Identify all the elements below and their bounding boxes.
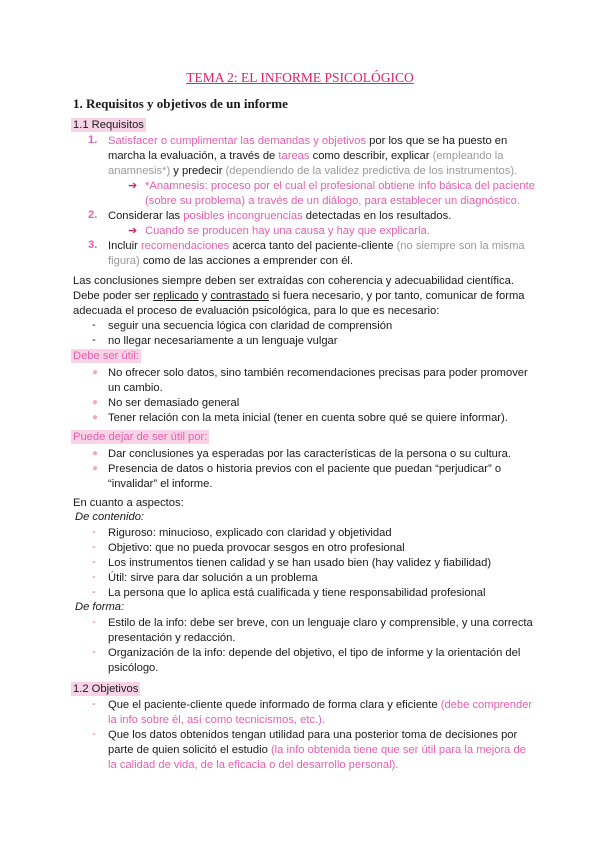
dash-bullet: -: [92, 319, 96, 331]
subsection-requisitos: 1.1 Requisitos: [73, 119, 144, 131]
item-number-2: 2.: [88, 209, 98, 221]
dash-bullet: -: [92, 571, 96, 583]
conclusions-dash-1: seguir una secuencia lógica con claridad de comprensión: [108, 320, 393, 332]
contenido-item: Riguroso: minucioso, explicado con claridad y objetividad: [108, 527, 392, 539]
forma-item-1-line-1: Estilo de la info: debe ser breve, con un lenguaje claro y comprensible, y una correcta: [108, 617, 533, 629]
dash-bullet: -: [92, 526, 96, 538]
dejar-bullet-2-line-2: “invalidar” el informe.: [108, 478, 213, 490]
dejar-bullet-2-line-1: Presencia de datos o historia previos con el paciente que puedan “perjudicar” o: [108, 463, 502, 475]
item-3-line-2: figura) como de las acciones a emprender con él.: [108, 255, 354, 267]
bullet-icon: ●: [92, 412, 99, 423]
conclusions-line-1: Las conclusiones siempre deben ser extraídas con coherencia y adecuabilidad científica.: [73, 275, 514, 287]
dash-bullet: -: [92, 556, 96, 568]
util-bullet-1-line-1: No ofrecer solo datos, sino también recomendaciones precisas para poder promover: [108, 367, 528, 379]
dash-bullet: -: [92, 616, 96, 628]
item-1-line-2: marcha la evaluación, a través de tareas como describir, explicar (empleando la: [108, 150, 504, 162]
util-bullet-2: No ser demasiado general: [108, 397, 240, 409]
objetivo-1-line-1: Que el paciente-cliente quede informado de forma clara y eficiente (debe comprender: [108, 699, 533, 711]
bullet-icon: ●: [92, 367, 99, 378]
bullet-icon: ●: [92, 448, 99, 459]
anamnesis-note-line-2: (sobre su problema) a través de un diálogo, para establecer un diagnóstico.: [145, 195, 521, 207]
arrow-icon: ➔: [128, 225, 138, 237]
forma-item-2-line-1: Organización de la info: depende del objetivo, el tipo de informe y la orientación del: [108, 647, 521, 659]
contenido-item: Útil: sirve para dar solución a un problema: [108, 572, 318, 584]
dash-bullet: -: [92, 586, 96, 598]
subsection-objetivos: 1.2 Objetivos: [73, 683, 139, 695]
dejar-bullet-1: Dar conclusiones ya esperadas por las características de la persona o su cultura.: [108, 448, 511, 460]
item-number-1: 1.: [88, 134, 98, 146]
conclusions-line-2: Debe poder ser replicado y contrastado si fuera necesario, y por tanto, comunicar de forma: [73, 290, 525, 302]
contenido-label: De contenido:: [75, 511, 145, 523]
objetivo-2-line-3: la calidad de vida, de la eficacia o del desarrollo personal).: [108, 759, 399, 771]
item-1-line-3: anamnesis*) y predecir (dependiendo de la validez predictiva de los instrumentos).: [108, 165, 518, 177]
contenido-item: Objetivo: que no pueda provocar sesgos en otro profesional: [108, 542, 405, 554]
aspectos-label: En cuanto a aspectos:: [73, 497, 184, 509]
bullet-icon: ●: [92, 397, 99, 408]
util-bullet-3: Tener relación con la meta inicial (tener en cuenta sobre qué se quiere informar).: [108, 412, 508, 424]
arrow-icon: ➔: [128, 180, 138, 192]
objetivo-2-line-1: Que los datos obtenidos tengan utilidad para una posterior toma de decisiones por: [108, 729, 518, 741]
dejar-heading: Puede dejar de ser útil por:: [73, 431, 208, 443]
util-heading: Debe ser útil:: [73, 350, 139, 362]
item-2-line: Considerar las posibles incongruencias detectadas en los resultados.: [108, 210, 452, 222]
page-title: TEMA 2: EL INFORME PSICOLÓGICO: [186, 70, 414, 85]
bullet-icon: ●: [92, 463, 99, 474]
contenido-item: La persona que lo aplica está cualificada y tiene responsabilidad profesional: [108, 587, 486, 599]
dash-bullet: -: [92, 334, 96, 346]
objetivo-2-line-2: parte de quien solicitó el estudio (la info obtenida tiene que ser útil para la mejora de: [108, 744, 526, 756]
section-heading: 1. Requisitos y objetivos de un informe: [73, 96, 288, 111]
contenido-item: Los instrumentos tienen calidad y se han usado bien (hay validez y fiabilidad): [108, 557, 492, 569]
dash-bullet: -: [92, 541, 96, 553]
forma-item-2-line-2: psicólogo.: [108, 662, 159, 674]
objetivo-1-line-2: la info sobre él, así como tecnicismos, etc.).: [108, 714, 325, 726]
anamnesis-note-line-1: *Anamnesis: proceso por el cual el profesional obtiene info básica del paciente: [145, 180, 535, 192]
dash-bullet: -: [92, 728, 96, 740]
causa-note: Cuando se producen hay una causa y hay que explicarla.: [145, 225, 430, 237]
item-1-line-1: Satisfacer o cumplimentar las demandas y objetivos por los que se ha puesto en: [108, 135, 508, 147]
conclusions-line-3: adecuada el proceso de evaluación psicológica, para lo que es necesario:: [73, 305, 440, 317]
dash-bullet: -: [92, 698, 96, 710]
conclusions-dash-2: no llegar necesariamente a un lenguaje vulgar: [108, 335, 338, 347]
util-bullet-1-line-2: un cambio.: [108, 382, 163, 394]
item-number-3: 3.: [88, 239, 98, 251]
forma-item-1-line-2: presentación y redacción.: [108, 632, 236, 644]
forma-label: De forma:: [75, 601, 125, 613]
dash-bullet: -: [92, 646, 96, 658]
item-3-line-1: Incluir recomendaciones acerca tanto del paciente-cliente (no siempre son la misma: [108, 240, 525, 252]
